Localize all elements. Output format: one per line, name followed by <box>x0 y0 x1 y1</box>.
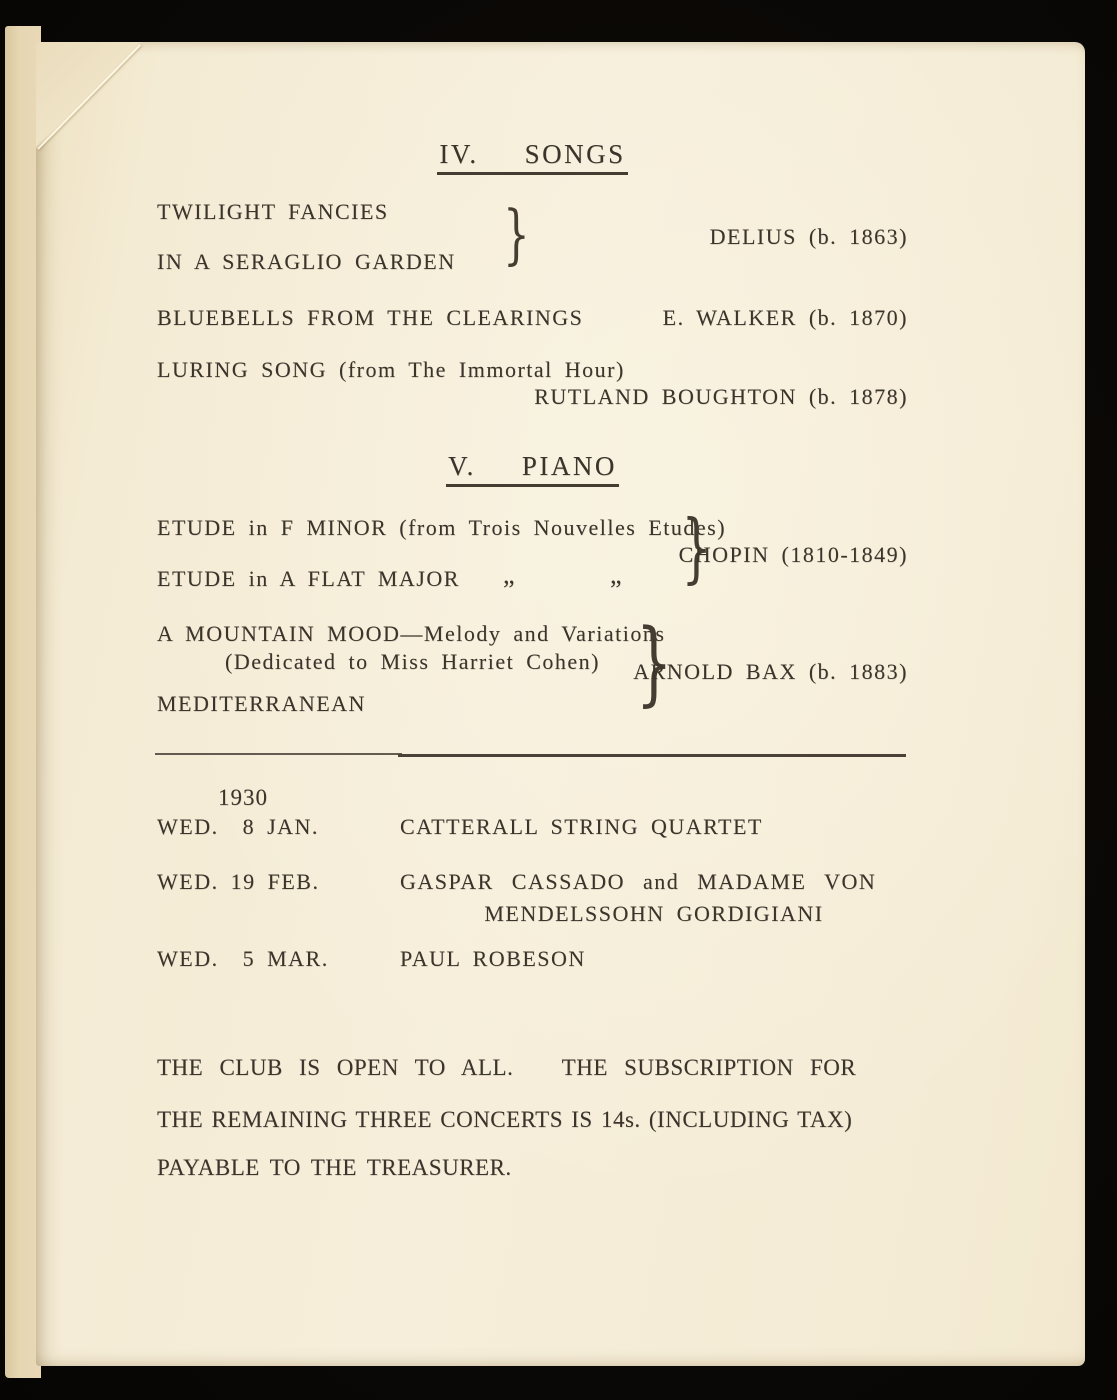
section-title: SONGS <box>524 139 626 169</box>
section-piano-heading-row <box>157 448 908 487</box>
notice-line-2: THE REMAINING THREE CONCERTS IS 14s. (INCLUDING TAX) <box>157 1107 853 1132</box>
notice-line-3: PAYABLE TO THE TREASURER. <box>157 1155 512 1180</box>
grouping-brace-bax: } <box>635 610 673 717</box>
section-numeral: V. <box>448 451 476 481</box>
song-title-twilight-fancies: TWILIGHT FANCIES <box>157 199 389 224</box>
composer-boughton: RUTLAND BOUGHTON (b. 1878) <box>534 384 908 409</box>
piano-title-mediterranean: MEDITERRANEAN <box>157 691 366 716</box>
section-songs-heading <box>437 136 627 175</box>
schedule-artist-cassado-line2: MENDELSSOHN GORDIGIANI <box>484 901 824 926</box>
programme-page <box>36 42 1085 1366</box>
ditto-mark: „ <box>503 560 515 589</box>
notice-line-1: THE CLUB IS OPEN TO ALL. THE SUBSCRIPTION FOR <box>157 1055 857 1080</box>
section-piano-heading <box>446 448 619 487</box>
schedule-date: WED. 8 JAN. <box>157 814 319 839</box>
composer-delius: DELIUS (b. 1863) <box>709 224 908 249</box>
piano-title-mountain-mood: A MOUNTAIN MOOD—Melody and Variations <box>157 621 666 646</box>
song-title-bluebells: BLUEBELLS FROM THE CLEARINGS <box>157 305 584 330</box>
section-title: PIANO <box>521 451 617 481</box>
schedule-date: WED. 19 FEB. <box>157 869 320 894</box>
divider-rule-right <box>398 754 906 757</box>
section-numeral: IV. <box>439 139 479 169</box>
schedule-artist-robeson: PAUL ROBESON <box>400 946 586 971</box>
ditto-mark: „ <box>610 560 622 589</box>
composer-walker: E. WALKER (b. 1870) <box>662 305 908 330</box>
schedule-date: WED. 5 MAR. <box>157 946 329 971</box>
piano-title-etude-a-flat: ETUDE in A FLAT MAJOR <box>157 566 460 591</box>
section-songs-heading-row <box>157 136 908 175</box>
piano-title-etude-f-minor: ETUDE in F MINOR (from Trois Nouvelles Etudes) <box>157 515 727 540</box>
dedication-note: (Dedicated to Miss Harriet Cohen) <box>225 649 600 674</box>
divider-rule-left <box>155 753 402 755</box>
song-title-in-a-seraglio-garden: IN A SERAGLIO GARDEN <box>157 249 456 274</box>
schedule-year: 1930 <box>218 785 268 810</box>
composer-chopin: CHOPIN (1810-1849) <box>678 542 908 567</box>
schedule-artist-cassado: GASPAR CASSADO and MADAME VON <box>400 869 877 894</box>
grouping-brace-delius: } <box>503 195 530 273</box>
grouping-brace-chopin: } <box>681 504 712 593</box>
song-title-luring-song: LURING SONG (from The Immortal Hour) <box>157 357 625 382</box>
schedule-artist-catterall: CATTERALL STRING QUARTET <box>400 814 763 839</box>
composer-bax: ARNOLD BAX (b. 1883) <box>633 659 908 684</box>
